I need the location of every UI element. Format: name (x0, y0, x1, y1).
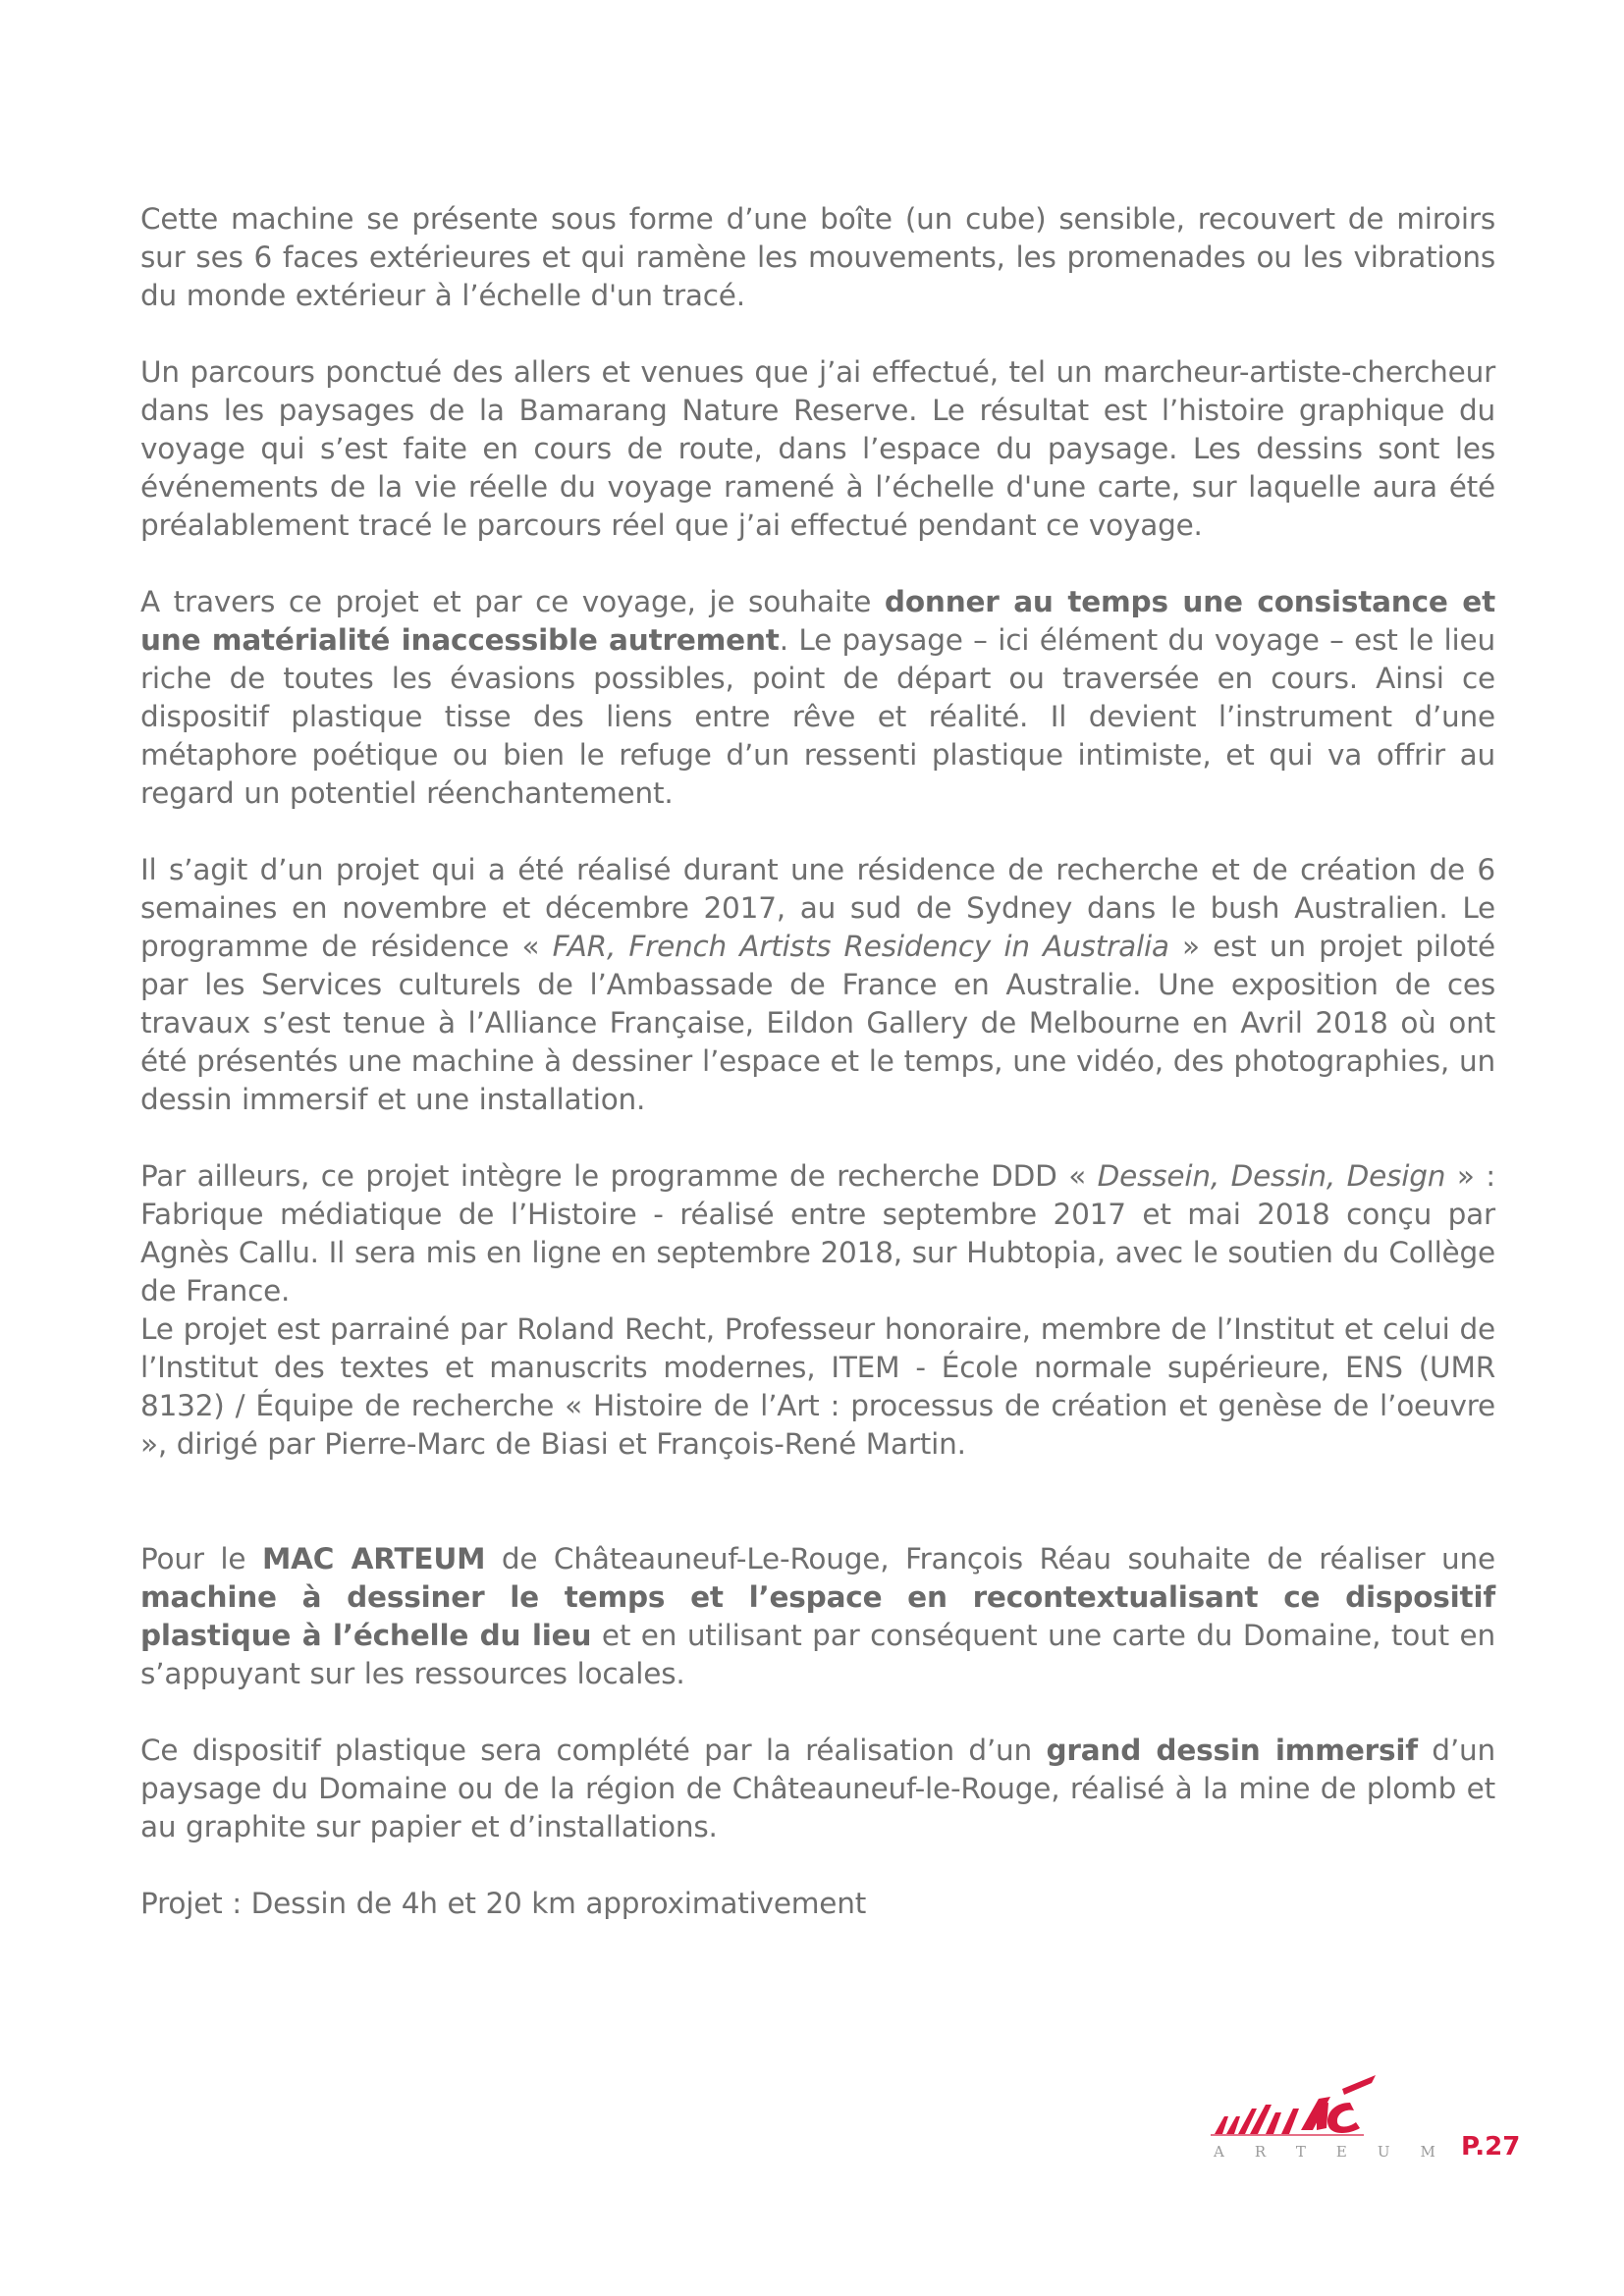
text-run: A travers ce projet et par ce voyage, je souhaite (140, 585, 885, 618)
text-run: de Châteauneuf-Le-Rouge, François Réau souhaite de réaliser une (485, 1542, 1495, 1575)
text-run: Il s’agit d’un projet qui a été réalisé durant une résidence de recherche et de création de 6 semaines en novembre et décembre 2017, au sud de Sydney dans le bush Australien. Le programme de résidence « (140, 853, 1495, 963)
paragraph-residence (140, 851, 1495, 1119)
emphasis-italic: FAR, French Artists Residency in Australia (552, 930, 1169, 963)
text-run: et en utilisant par conséquent une carte du Domaine, tout en s’appuyant sur les ressources locales. (140, 1619, 1495, 1690)
emphasis-bold: MAC ARTEUM (261, 1542, 486, 1575)
text-run: . Le paysage – ici élément du voyage – est le lieu riche de toutes les évasions possibles, point de départ ou traversée en cours. Ainsi ce dispositif plastique tisse des liens entre rêve et réalité. Il devient l’instrument d’une métaphore poétique ou bien le refuge d’un ressenti plastique intimiste, et qui va offrir au regard un potentiel réenchantement. (140, 623, 1495, 810)
paragraph-projet-voyage (140, 583, 1495, 813)
emphasis-bold: machine à dessiner le temps et l’espace en recontextualisant ce dispositif plastique à l’échelle du lieu (140, 1580, 1495, 1652)
emphasis-bold: donner au temps une consistance et une matérialité inaccessible autrement (140, 585, 1495, 657)
paragraph-machine (140, 200, 1495, 315)
paragraph-parrainage (140, 1310, 1495, 1464)
text-run: » est un projet piloté par les Services culturels de l’Ambassade de France en Australie. Une exposition de ces travaux s’est tenue à l’Alliance Française, Eildon Gallery de Melbourne en Avril 2018 où ont été présentés une machine à dessiner l’espace et le temps, une vidéo, des photographies, un dessin immersif et une installation. (140, 930, 1495, 1116)
text-run: d’un paysage du Domaine ou de la région de Châteauneuf-le-Rouge, réalisé à la mine de plomb et au graphite sur papier et d’installations. (140, 1734, 1495, 1843)
paragraph-ddd (140, 1157, 1495, 1310)
logo-wordmark: ARTEUM (1214, 2143, 1466, 2161)
document-body (140, 200, 1495, 1923)
emphasis-bold: grand dessin immersif (1046, 1734, 1418, 1767)
text-run: Pour le (140, 1542, 262, 1575)
paragraph-parcours (140, 353, 1495, 545)
page-number: P.27 (1461, 2132, 1521, 2162)
text-run: Un parcours ponctué des allers et venues que j’ai effectué, tel un marcheur-artiste-chercheur dans les paysages de la Bamarang Nature Reserve. Le résultat est l’histoire graphique du voyage qui s’est faite en cours de route, dans l’espace du paysage. Les dessins sont les événements de la vie réelle du voyage ramené à l’échelle d'une carte, sur laquelle aura été préalablement tracé le parcours réel que j’ai effectué pendant ce voyage. (140, 355, 1495, 542)
text-run: Le projet est parrainé par Roland Recht, Professeur honoraire, membre de l’Institut et celui de l’Institut des textes et manuscrits modernes, ITEM - École normale supérieure, ENS (UMR 8132) / Équipe de recherche « Histoire de l’Art : processus de création et genèse de l’oeuvre », dirigé par Pierre-Marc de Biasi et François-René Martin. (140, 1312, 1495, 1461)
text-run: Cette machine se présente sous forme d’une boîte (un cube) sensible, recouvert de miroirs sur ses 6 faces extérieures et qui ramène les mouvements, les promenades ou les vibrations du monde extérieur à l’échelle d'un tracé. (140, 202, 1495, 312)
text-run: Par ailleurs, ce projet intègre le programme de recherche DDD « (140, 1159, 1098, 1193)
text-run: » : Fabrique médiatique de l’Histoire - réalisé entre septembre 2017 et mai 2018 conçu par Agnès Callu. Il sera mis en ligne en septembre 2018, sur Hubtopia, avec le soutien du Collège de France. (140, 1159, 1496, 1308)
text-run: Projet : Dessin de 4h et 20 km approximativement (140, 1887, 867, 1920)
paragraph-mac-arteum (140, 1540, 1495, 1693)
emphasis-italic: Dessein, Dessin, Design (1097, 1159, 1446, 1193)
paragraph-dessin-immersif (140, 1732, 1495, 1846)
paragraph-projet-duree (140, 1885, 1495, 1923)
text-run: Ce dispositif plastique sera complété par la réalisation d’un (140, 1734, 1047, 1767)
